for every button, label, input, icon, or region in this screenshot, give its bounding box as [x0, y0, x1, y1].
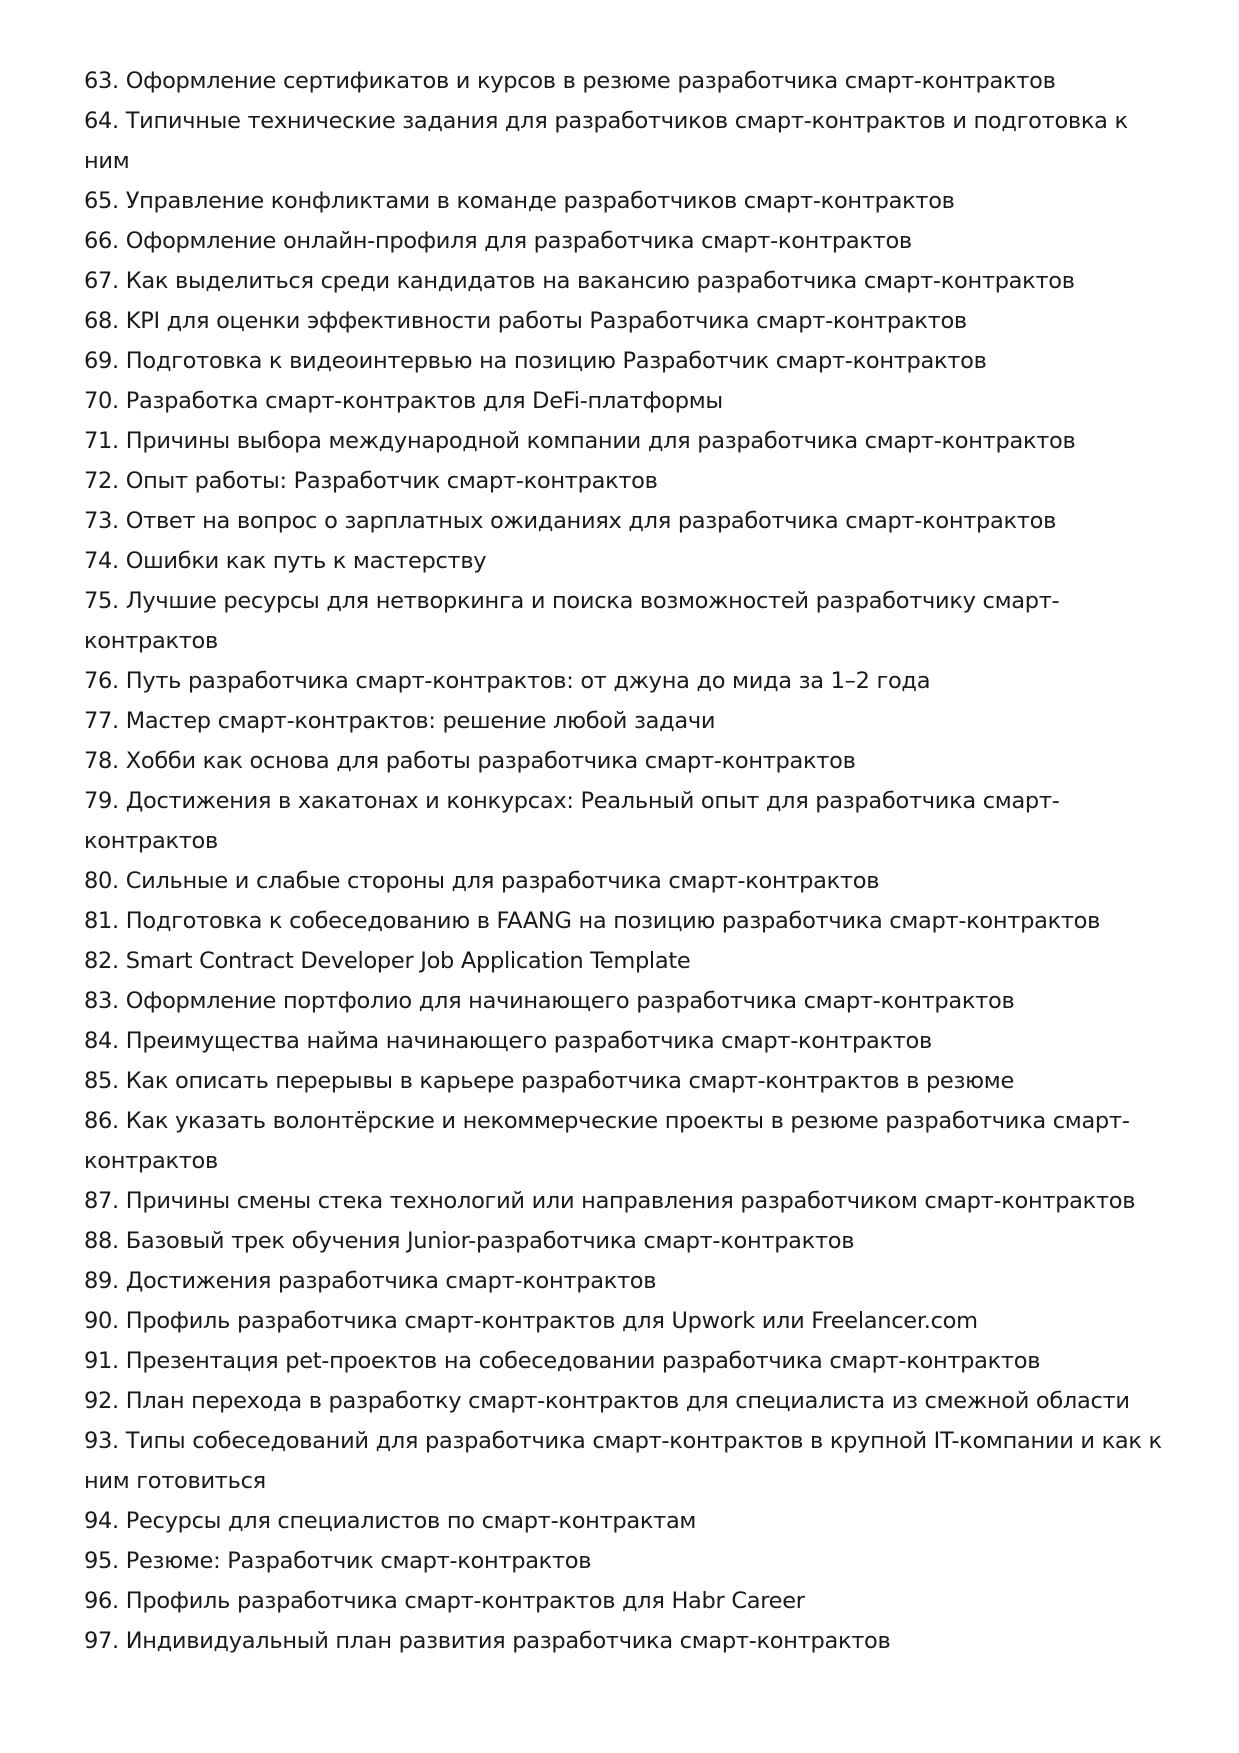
list-item: 72. Опыт работы: Разработчик смарт-контрактов [84, 468, 658, 494]
list-item: 96. Профиль разработчика смарт-контрактов для Habr Career [84, 1588, 805, 1614]
list-item: 68. KPI для оценки эффективности работы Разработчика смарт-контрактов [84, 308, 967, 334]
list-item: 70. Разработка смарт-контрактов для DeFi-платформы [84, 388, 723, 414]
list-item: 65. Управление конфликтами в команде разработчиков смарт-контрактов [84, 188, 955, 214]
list-item: 79. Достижения в хакатонах и конкурсах: Реальный опыт для разработчика смарт-контрактов [84, 788, 1060, 854]
list-item: 85. Как описать перерывы в карьере разработчика смарт-контрактов в резюме [84, 1068, 1014, 1094]
list-item: 90. Профиль разработчика смарт-контрактов для Upwork или Freelancer.com [84, 1308, 978, 1334]
list-item: 80. Сильные и слабые стороны для разработчика смарт-контрактов [84, 868, 880, 894]
list-item: 86. Как указать волонтёрские и некоммерческие проекты в резюме разработчика смарт-контрактов [84, 1108, 1130, 1174]
list-item: 73. Ответ на вопрос о зарплатных ожиданиях для разработчика смарт-контрактов [84, 508, 1057, 534]
list-item: 77. Мастер смарт-контрактов: решение любой задачи [84, 708, 716, 734]
list-item: 83. Оформление портфолио для начинающего разработчика смарт-контрактов [84, 988, 1015, 1014]
list-item: 92. План перехода в разработку смарт-контрактов для специалиста из смежной области [84, 1388, 1130, 1414]
list-item: 84. Преимущества найма начинающего разработчика смарт-контрактов [84, 1028, 932, 1054]
list-item: 93. Типы собеседований для разработчика смарт-контрактов в крупной IT-компании и как к ним готовиться [84, 1428, 1162, 1494]
list-item: 95. Резюме: Разработчик смарт-контрактов [84, 1548, 592, 1574]
topic-list [84, 61, 1174, 1661]
list-item: 63. Оформление сертификатов и курсов в резюме разработчика смарт-контрактов [84, 68, 1056, 94]
list-item: 87. Причины смены стека технологий или направления разработчиком смарт-контрактов [84, 1188, 1136, 1214]
list-item: 66. Оформление онлайн-профиля для разработчика смарт-контрактов [84, 228, 912, 254]
list-item: 88. Базовый трек обучения Junior-разработчика смарт-контрактов [84, 1228, 855, 1254]
list-item: 97. Индивидуальный план развития разработчика смарт-контрактов [84, 1628, 891, 1654]
list-item: 71. Причины выбора международной компании для разработчика смарт-контрактов [84, 428, 1076, 454]
list-item: 74. Ошибки как путь к мастерству [84, 548, 487, 574]
list-item: 78. Хобби как основа для работы разработчика смарт-контрактов [84, 748, 856, 774]
list-item: 75. Лучшие ресурсы для нетворкинга и поиска возможностей разработчику смарт-контрактов [84, 588, 1060, 654]
list-item: 76. Путь разработчика смарт-контрактов: от джуна до мида за 1–2 года [84, 668, 931, 694]
list-item: 67. Как выделиться среди кандидатов на вакансию разработчика смарт-контрактов [84, 268, 1075, 294]
list-item: 82. Smart Contract Developer Job Application Template [84, 948, 691, 974]
list-item: 89. Достижения разработчика смарт-контрактов [84, 1268, 657, 1294]
list-item: 91. Презентация pet-проектов на собеседовании разработчика смарт-контрактов [84, 1348, 1041, 1374]
list-item: 94. Ресурсы для специалистов по смарт-контрактам [84, 1508, 697, 1534]
list-item: 81. Подготовка к собеседованию в FAANG на позицию разработчика смарт-контрактов [84, 908, 1101, 934]
list-item: 69. Подготовка к видеоинтервью на позицию Разработчик смарт-контрактов [84, 348, 987, 374]
list-item: 64. Типичные технические задания для разработчиков смарт-контрактов и подготовка к ним [84, 108, 1128, 174]
